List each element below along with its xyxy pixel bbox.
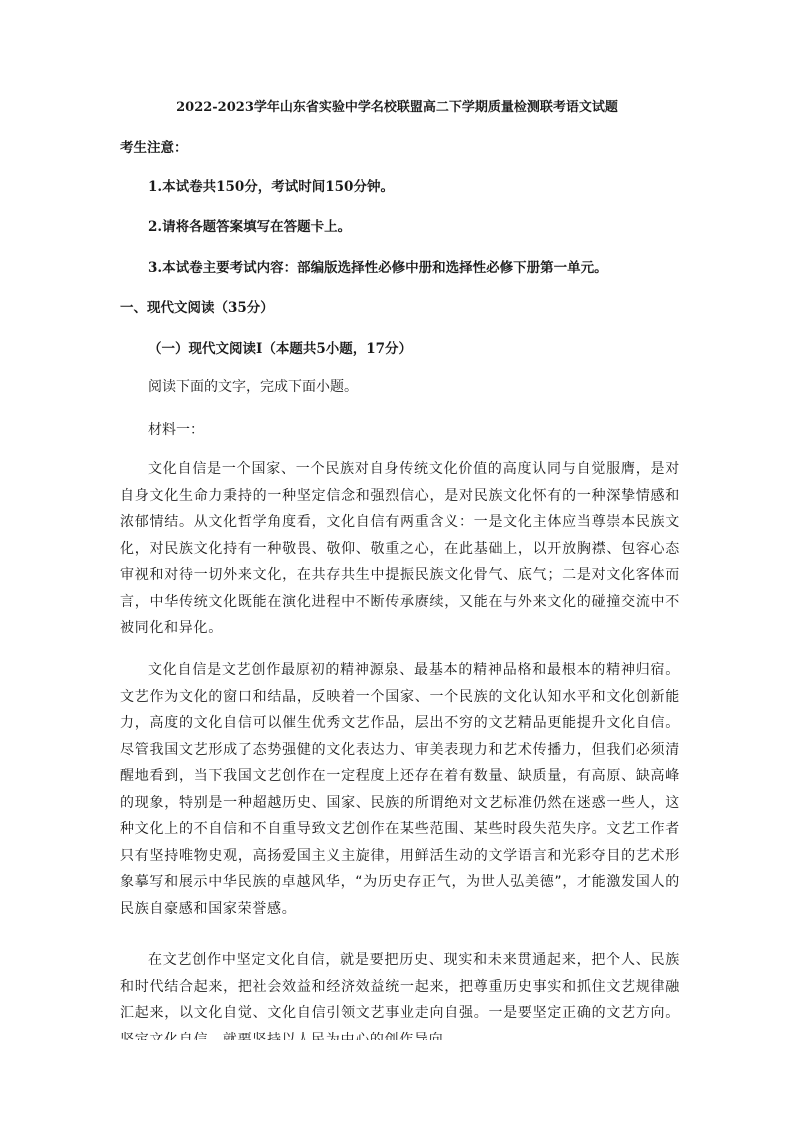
subsection-heading: （一）现代文阅读Ⅰ（本题共5小题，17分） xyxy=(148,341,412,357)
notice-item-3: 3.本试卷主要考试内容：部编版选择性必修中册和选择性必修下册第一单元。 xyxy=(148,260,608,276)
notice-item-2: 2.请将各题答案填写在答题卡上。 xyxy=(148,219,352,235)
material-label: 材料一： xyxy=(148,422,204,438)
body-paragraph-2: 文化自信是文艺创作最原初的精神源泉、最基本的精神品格和最根本的精神归宿。文艺作为文化的窗口和结晶，反映着一个国家、一个民族的文化认知水平和文化创新能力，高度的文化自信可以催生优秀文艺作品，层出不穷的文艺精品更能提升文化自信。尽管我国文艺形成了态势强健的文化表达力、审美表现力和艺术传播力，但我们必须清醒地看到，当下我国文艺创作在一定程度上还存在着有数量、缺质量，有高原、缺高峰的现象，特别是一种超越历史、国家、民族的所谓绝对文艺标准仍然在迷惑一些人，这种文化上的不自信和不自重导致文艺创作在某些范围、某些时段失范失序。文艺工作者只有坚持唯物史观，高扬爱国主义主旋律，用鲜活生动的文学语言和光彩夺目的艺术形象摹写和展示中华民族的卓越风华，“为历史存正气，为世人弘美德”，才能激发国人的民族自豪感和国家荣誉感。 xyxy=(120,662,680,917)
document-title: 2022-2023学年山东省实验中学名校联盟高二下学期质量检测联考语文试题 xyxy=(176,100,618,115)
reading-instruction: 阅读下面的文字，完成下面小题。 xyxy=(148,379,358,395)
section-heading: 一、现代文阅读（35分） xyxy=(120,300,274,316)
body-paragraph-3: 在文艺创作中坚定文化自信，就是要把历史、现实和未来贯通起来，把个人、民族和时代结合起来，把社会效益和经济效益统一起来，把尊重历史事实和抓住文艺规律融汇起来，以文化自觉、文化自信引领文艺事业走向自强。一是要坚定正确的文艺方向。 xyxy=(120,952,680,1021)
notice-heading: 考生注意： xyxy=(120,140,188,156)
page-bottom-margin xyxy=(0,1040,794,1123)
body-paragraph-1: 文化自信是一个国家、一个民族对自身传统文化价值的高度认同与自觉服膺，是对自身文化生命力秉持的一种坚定信念和强烈信心，是对民族文化怀有的一种深挚情感和浓郁情结。从文化哲学角度看，文化自信有两重含义：一是文化主体应当尊崇本民族文化，对民族文化持有一种敬畏、敬仰、敬重之心，在此基础上，以开放胸襟、包容心态审视和对待一切外来文化，在共存共生中提振民族文化骨气、底气；二是对文化客体而言，中华传统文化既能在演化进程中不断传承赓续，又能在与外来文化的碰撞交流中不被同化和异化。 xyxy=(120,461,680,636)
notice-item-1: 1.本试卷共150分，考试时间150分钟。 xyxy=(148,179,394,195)
